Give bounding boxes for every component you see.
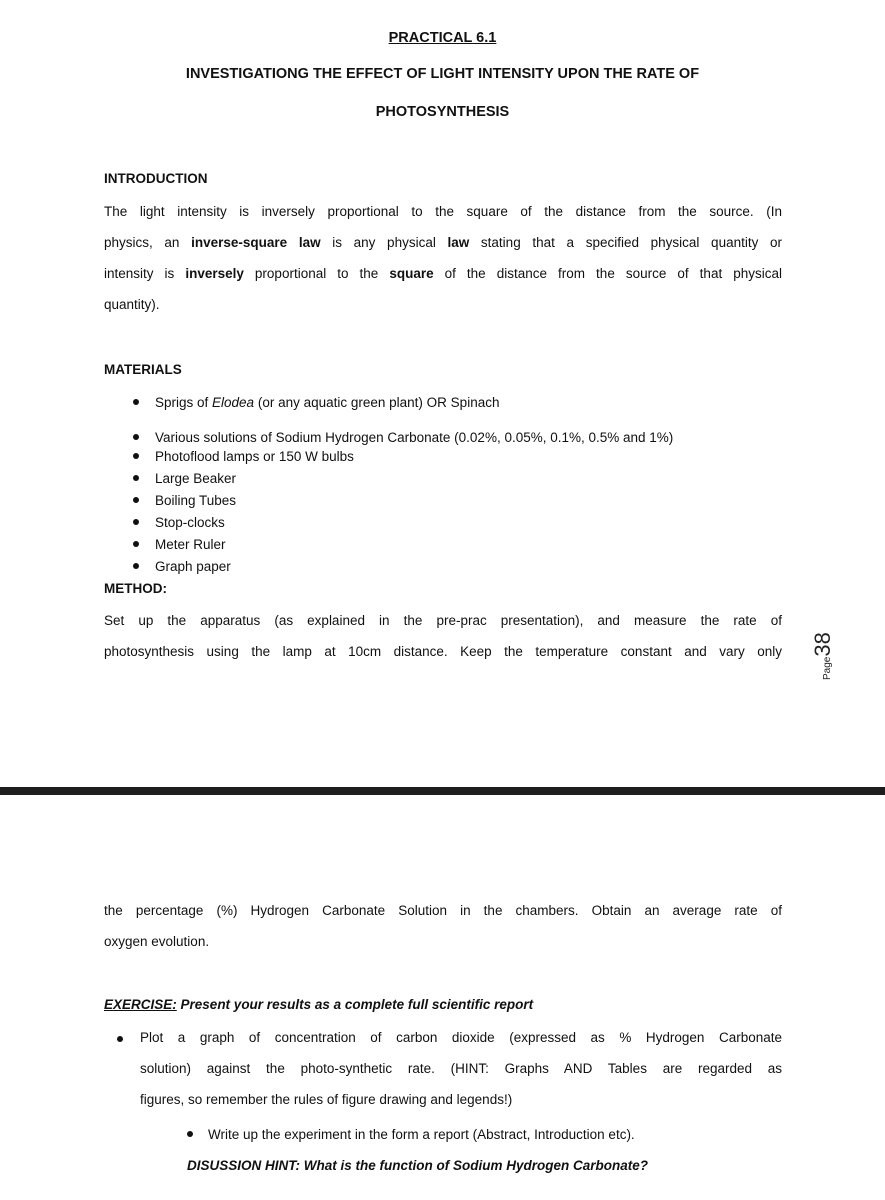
materials-item: Sprigs of Elodea (or any aquatic green plant) OR Spinach bbox=[133, 395, 499, 410]
exercise-sub-bullet: Write up the experiment in the form a report (Abstract, Introduction etc). bbox=[187, 1127, 635, 1142]
introduction-heading: INTRODUCTION bbox=[104, 171, 208, 186]
bullet-icon bbox=[133, 399, 139, 405]
exercise-bullet-line-1: Plot a graph of concentration of carbon dioxide (expressed as % Hydrogen Carbonate bbox=[140, 1030, 782, 1045]
bullet-icon bbox=[133, 497, 139, 503]
method-line-2: photosynthesis using the lamp at 10cm distance. Keep the temperature constant and vary only bbox=[104, 644, 782, 659]
exercise-heading: EXERCISE: Present your results as a complete full scientific report bbox=[104, 997, 534, 1012]
bullet-icon bbox=[133, 541, 139, 547]
materials-item: Photoflood lamps or 150 W bulbs bbox=[133, 449, 354, 464]
intro-line-3: intensity is inversely proportional to the square of the distance from the source of that physical bbox=[104, 266, 783, 281]
intro-line-1: The light intensity is inversely proportional to the square of the distance from the source. (In bbox=[104, 204, 782, 219]
bullet-icon bbox=[133, 434, 139, 440]
method-line-1: Set up the apparatus (as explained in the pre-prac presentation), and measure the rate of bbox=[104, 613, 782, 628]
bullet-icon bbox=[133, 475, 139, 481]
materials-item: Graph paper bbox=[133, 559, 231, 574]
method-continued-line-1: the percentage (%) Hydrogen Carbonate Solution in the chambers. Obtain an average rate of bbox=[104, 903, 782, 918]
bullet-icon bbox=[187, 1131, 193, 1137]
page-number: Page38 bbox=[810, 632, 835, 680]
bullet-icon bbox=[133, 563, 139, 569]
heading-line-2: PHOTOSYNTHESIS bbox=[375, 104, 510, 120]
materials-item: Various solutions of Sodium Hydrogen Carbonate (0.02%, 0.05%, 0.1%, 0.5% and 1%) bbox=[133, 430, 673, 445]
materials-item: Large Beaker bbox=[133, 471, 236, 486]
method-continued-line-2: oxygen evolution. bbox=[104, 934, 210, 949]
intro-line-2: physics, an inverse-square law is any physical law stating that a specified physical quantity or bbox=[104, 235, 782, 250]
materials-item: Boiling Tubes bbox=[133, 493, 236, 508]
discussion-hint: DISUSSION HINT: What is the function of Sodium Hydrogen Carbonate? bbox=[187, 1158, 648, 1173]
materials-heading: MATERIALS bbox=[104, 362, 182, 377]
page-break-divider bbox=[0, 787, 885, 795]
exercise-bullet-line-3: figures, so remember the rules of figure drawing and legends!) bbox=[140, 1092, 513, 1107]
bullet-icon bbox=[117, 1036, 123, 1042]
materials-item: Stop-clocks bbox=[133, 515, 225, 530]
bullet-icon bbox=[133, 453, 139, 459]
method-heading: METHOD: bbox=[104, 581, 167, 596]
heading-line-1: INVESTIGATIONG THE EFFECT OF LIGHT INTENSITY UPON THE RATE OF bbox=[185, 66, 700, 82]
bullet-icon bbox=[133, 519, 139, 525]
practical-title: PRACTICAL 6.1 bbox=[388, 30, 497, 46]
intro-line-4: quantity). bbox=[104, 297, 160, 312]
materials-item: Meter Ruler bbox=[133, 537, 226, 552]
exercise-bullet-line-2: solution) against the photo-synthetic rate. (HINT: Graphs AND Tables are regarded as bbox=[140, 1061, 782, 1076]
